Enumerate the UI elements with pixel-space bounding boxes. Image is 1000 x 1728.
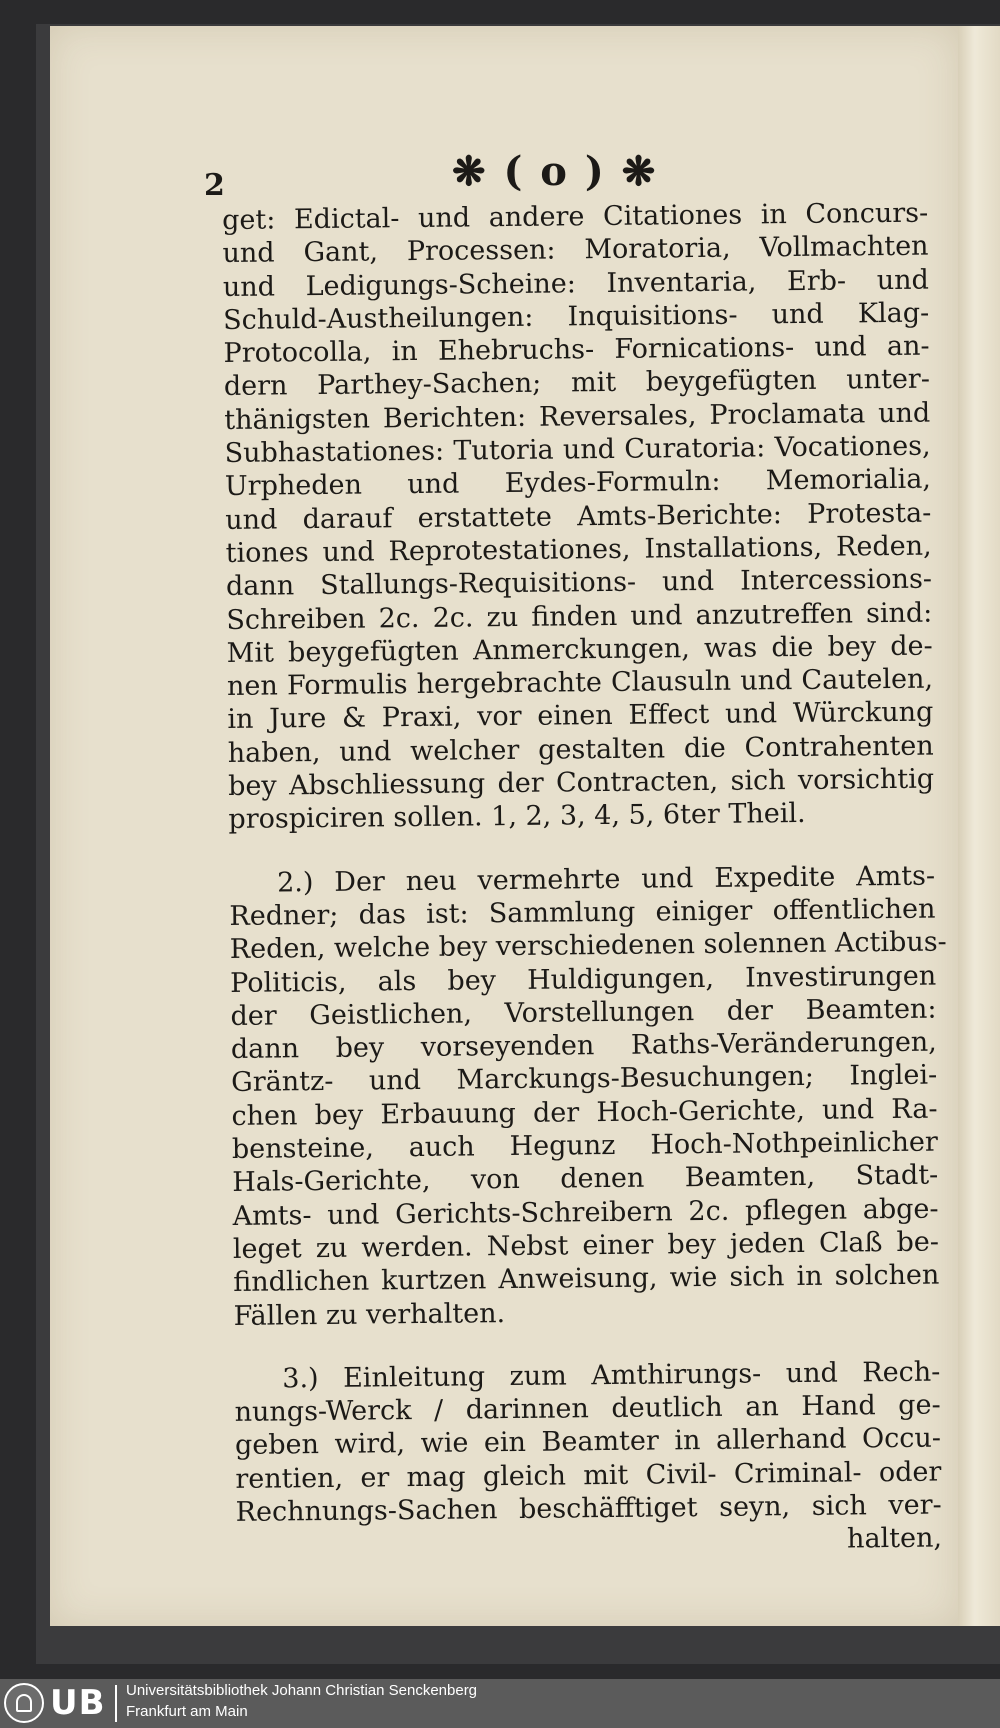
text-line: Gräntz- und Marckungs-Besuchungen; Inglei- (231, 1059, 938, 1099)
text-line: findlichen kurtzen Anweisung, wie sich in solchen (233, 1259, 940, 1299)
body-text (222, 197, 947, 1563)
text-line: Protocolla, in Ehebruchs- Fornications- und an- (223, 330, 930, 370)
text-line: chen bey Erbauung der Hoch-Gerichte, und Ra- (231, 1093, 938, 1132)
paragraph-catalogue-1 (222, 197, 935, 837)
text-line: Reden, welche bey verschiedenen solennen Actibus- (229, 926, 947, 966)
page-header-ornament: ❋ ( o ) ❋ (452, 148, 658, 195)
text-line: dann Stallungs-Requisitions- und Intercessions- (225, 563, 933, 603)
text-line: leget zu werden. Nebst einer bey jeden Claß be- (232, 1226, 940, 1265)
paragraph-catalogue-3 (234, 1355, 942, 1562)
text-line: Fällen zu verhalten. (233, 1297, 506, 1332)
text-line: bensteine, auch Hegunz Hoch-Nothpeinlicher (231, 1126, 939, 1165)
text-line: Amts- und Gerichts-Schreibern 2c. pflegen abge- (232, 1193, 939, 1232)
text-line: Redner; das ist: Sammlung einiger offentlichen (229, 893, 936, 932)
page-number: 2 (204, 168, 225, 203)
text-line: geben wird, wie ein Beamter in allerhand Occu- (234, 1422, 942, 1462)
text-line: 3.) Einleitung zum Amthirungs- und Rech- (282, 1356, 941, 1395)
library-seal-icon (4, 1683, 44, 1723)
text-line: und darauf erstattete Amts-Berichte: Protesta- (225, 497, 932, 536)
ub-logo: UB (50, 1683, 106, 1723)
footer-bar (0, 1679, 1000, 1728)
text-line: rentien, er mag gleich mit Civil- Criminal- oder (235, 1456, 942, 1495)
text-line: Schreiben 2c. 2c. zu finden und anzutreffen sind: (226, 597, 933, 636)
text-line: thänigsten Berichten: Reversales, Proclamata und (224, 397, 931, 436)
text-line: halten, (846, 1522, 943, 1555)
text-line: bey Abschliessung der Contracten, sich vorsichtig (227, 763, 935, 803)
text-line: Schuld-Austheilungen: Inquisitions- und Klag- (223, 297, 930, 336)
text-line: der Geistlichen, Vorstellungen der Beamten: (230, 993, 937, 1032)
text-line: dern Parthey-Sachen; mit beygefügten unter- (223, 364, 931, 403)
text-line: tiones und Reprotestationes, Installations, Reden, (225, 530, 932, 569)
text-line: dann bey vorseyenden Raths-Veränderungen, (230, 1026, 937, 1066)
logo-divider (115, 1685, 117, 1722)
paragraph-catalogue-2 (229, 859, 947, 1333)
text-line: nungs-Werck / darinnen deutlich an Hand ge- (234, 1389, 941, 1429)
text-line: und Gant, Processen: Moratoria, Vollmachten (222, 230, 929, 270)
text-line: 2.) Der neu vermehrte und Expedite Amts- (276, 860, 936, 899)
text-line: in Jure & Praxi, vor einen Effect und Würckung (227, 697, 934, 736)
text-line: haben, und welcher gestalten die Contrahenten (227, 730, 934, 769)
text-line: Rechnungs-Sachen beschäfftiget seyn, sich ver- (235, 1489, 942, 1528)
institution-city: Frankfurt am Main (126, 1703, 248, 1720)
text-line: Politicis, als bey Huldigungen, Investirungen (229, 960, 937, 999)
page-edge (958, 26, 1000, 1626)
text-line: nen Formulis hergebrachte Clausuln und Cautelen, (226, 663, 934, 703)
text-line: Hals-Gerichte, von denen Beamten, Stadt- (232, 1159, 939, 1199)
text-line: und Ledigungs-Scheine: Inventaria, Erb- und (222, 264, 929, 303)
text-line: Urpheden und Eydes-Formuln: Memorialia, (224, 463, 932, 503)
institution-name: Universitätsbibliothek Johann Christian Senckenberg (126, 1682, 478, 1699)
text-line: Mit beygefügten Anmerckungen, was die bey de- (226, 630, 933, 669)
text-line: prospiciren sollen. 1, 2, 3, 4, 5, 6ter Theil. (228, 798, 806, 836)
text-line: get: Edictal- und andere Citationes in Concurs- (222, 197, 929, 236)
text-line: Subhastationes: Tutoria und Curatoria: Vocationes, (224, 430, 931, 470)
